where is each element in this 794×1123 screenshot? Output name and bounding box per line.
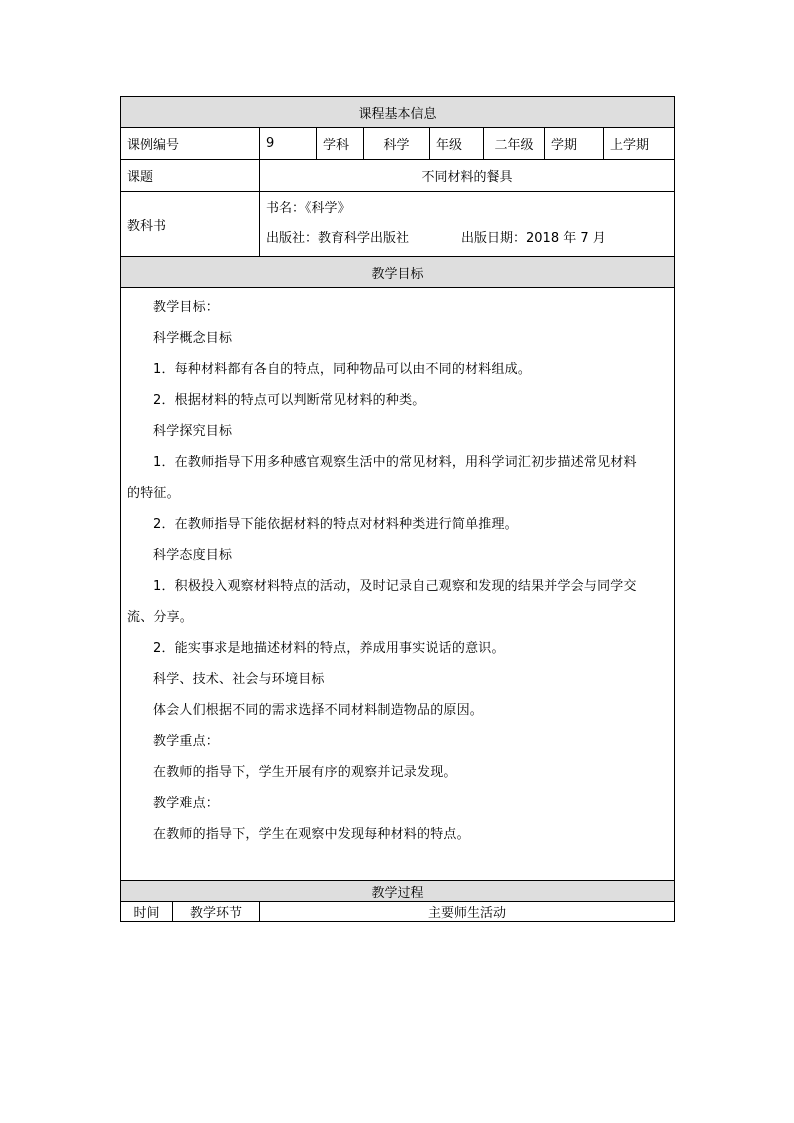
goals-line: 教学目标： <box>153 300 220 315</box>
lesson-plan-sheet <box>120 96 674 922</box>
grade-value: 二年级 <box>484 128 545 160</box>
goals-header: 教学目标 <box>121 257 675 288</box>
goals-line: 科学、技术、社会与环境目标 <box>153 672 325 687</box>
goals-content <box>121 288 675 881</box>
goals-line: 1．积极投入观察材料特点的活动，及时记录自己观察和发现的结果并学会与同学交 <box>153 579 637 594</box>
goals-line: 教学难点： <box>153 796 220 811</box>
goals-line: 在教师的指导下，学生开展有序的观察并记录发现。 <box>153 765 457 780</box>
term-label: 学期 <box>545 128 604 160</box>
goals-line: 2．根据材料的特点可以判断常见材料的种类。 <box>153 393 426 408</box>
course-info-table <box>120 96 675 881</box>
topic-label: 课题 <box>121 160 260 192</box>
lesson-id-label: 课例编号 <box>121 128 260 160</box>
goals-line: 流、分享。 <box>127 610 194 625</box>
goals-line: 1．每种材料都有各自的特点，同种物品可以由不同的材料组成。 <box>153 362 532 377</box>
publisher: 出版社：教育科学出版社 <box>266 231 410 246</box>
topic-value: 不同材料的餐具 <box>260 160 675 192</box>
subject-label: 学科 <box>317 128 364 160</box>
lesson-id-value: 9 <box>260 128 317 160</box>
col-step: 教学环节 <box>173 902 260 922</box>
publish-date: 出版日期：2018 年 7 月 <box>461 231 606 246</box>
grade-label: 年级 <box>430 128 484 160</box>
goals-line: 2．在教师指导下能依据材料的特点对材料种类进行简单推理。 <box>153 517 518 532</box>
col-time: 时间 <box>121 902 173 922</box>
col-activity: 主要师生活动 <box>260 902 675 922</box>
goals-line: 科学概念目标 <box>153 331 233 346</box>
goals-line: 教学重点： <box>153 734 220 749</box>
course-info-header: 课程基本信息 <box>121 97 675 128</box>
process-table <box>120 880 675 922</box>
textbook-info <box>260 192 675 257</box>
publisher-line <box>266 224 668 254</box>
book-name: 书名：《科学》 <box>266 201 351 216</box>
goals-line: 科学探究目标 <box>153 424 233 439</box>
goals-line: 体会人们根据不同的需求选择不同材料制造物品的原因。 <box>153 703 484 718</box>
goals-line: 科学态度目标 <box>153 548 233 563</box>
subject-value: 科学 <box>364 128 430 160</box>
goals-line: 的特征。 <box>127 486 180 501</box>
textbook-label: 教科书 <box>121 192 260 257</box>
term-value: 上学期 <box>604 128 675 160</box>
goals-line: 1．在教师指导下用多种感官观察生活中的常见材料，用科学词汇初步描述常见材料 <box>153 455 637 470</box>
goals-line: 在教师的指导下，学生在观察中发现每种材料的特点。 <box>153 827 470 842</box>
process-header: 教学过程 <box>121 881 675 902</box>
goals-line: 2．能实事求是地描述材料的特点，养成用事实说话的意识。 <box>153 641 505 656</box>
